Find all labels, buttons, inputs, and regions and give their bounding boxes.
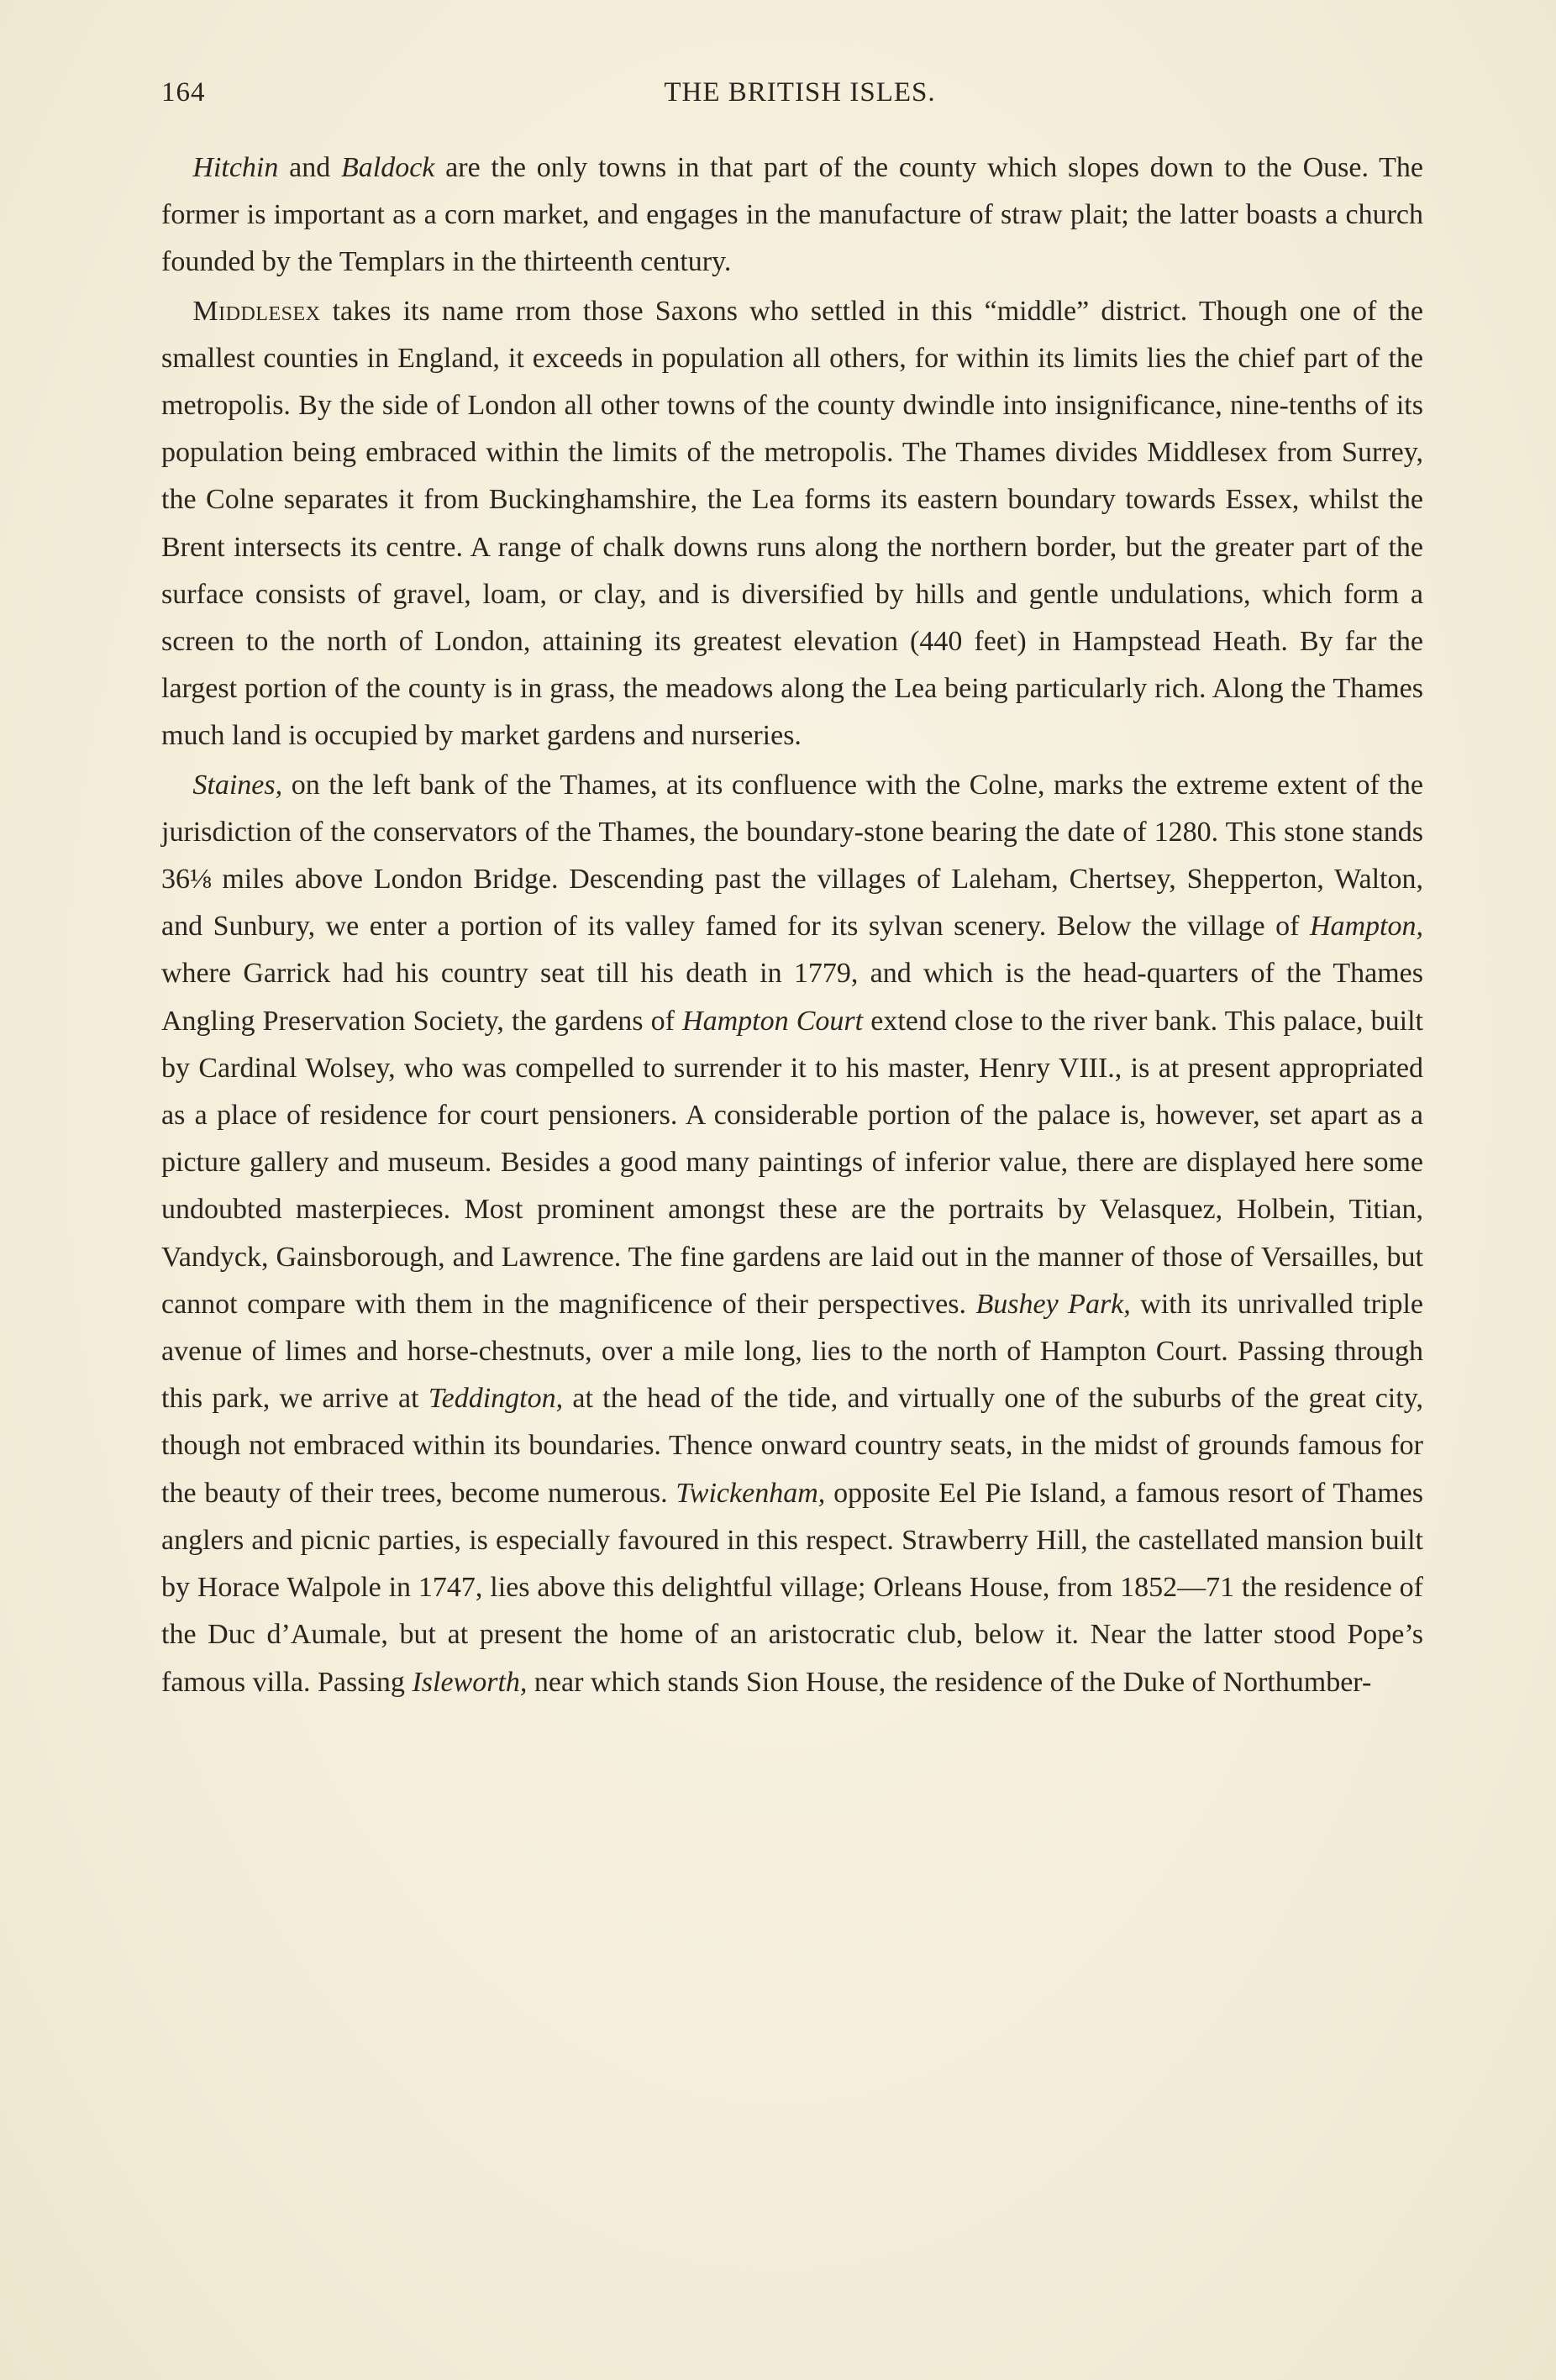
text-segment: with its unrivalled triple avenue of limes and horse-chestnuts, over a mile long, lies to the north of Hampton Court. Passing through this park, we arrive at bbox=[161, 1288, 1423, 1415]
text-segment: Twickenham, bbox=[675, 1477, 826, 1509]
text-segment: at the head of the tide, and virtually one of the suburbs of the great city, though not embraced within its boundaries. Thence onward country seats, in the midst of grounds famous for the beauty of their trees, become numerous. bbox=[161, 1383, 1423, 1509]
text-segment: are the only towns in that part of the county which slopes down to the Ouse. The former is important as a corn market, and engages in the manufacture of straw plait; the latter boasts a church founded by the Templars in the thirteenth century. bbox=[161, 152, 1424, 278]
text-segment: and bbox=[278, 152, 341, 183]
body-text bbox=[161, 144, 1423, 1706]
text-segment: opposite Eel Pie Island, a famous resort of Thames anglers and picnic parties, is especially favoured in this respect. Strawberry Hill, the castellated mansion built by Horace Walpole in 1747, lies above this delightful village; Orleans House, from 1852—71 the residence of the Duc d’Aumale, but at present the home of an aristocratic club, below it. Near the latter stood Pope’s famous villa. Passing bbox=[161, 1477, 1423, 1698]
text-segment: on the left bank of the Thames, at its confluence with the Colne, marks the extreme extent of the jurisdiction of the conservators of the Thames, the boundary-stone bearing the date of 1280. This stone stands 36⅛ miles above London Bridge. Descending past the villages of Laleham, Chertsey, Shepperton, Walton, and Sunbury, we enter a portion of its valley famed for its sylvan scenery. Below the village of bbox=[161, 769, 1423, 943]
paragraph-middlesex bbox=[161, 288, 1423, 760]
text-segment: Teddington, bbox=[428, 1383, 564, 1415]
text-segment: extend close to the river bank. This palace, built by Cardinal Wolsey, who was compelled to surrender it to his master, Henry VIII., is at present appropriated as a place of residence for court pensioners. A considerable portion of the palace is, however, set apart as a picture gallery and museum. Besides a good many paintings of inferior value, there are displayed here some undoubted masterpieces. Most prominent amongst these are the portraits by Velasquez, Holbein, Titian, Vandyck, Gainsborough, and Lawrence. The fine gardens are laid out in the manner of those of Versailles, but cannot compare with them in the magnificence of their perspectives. bbox=[161, 1005, 1423, 1320]
text-segment: Hitchin bbox=[192, 152, 279, 183]
running-head bbox=[161, 74, 1438, 111]
text-segment: where Garrick had his country seat till his death in 1779, and which is the head-quarters of the Thames Angling Preservation Society, the gardens of bbox=[161, 958, 1423, 1037]
text-segment: Hampton Court bbox=[682, 1005, 864, 1037]
paragraph-hitchin bbox=[161, 144, 1423, 286]
text-segment: Isleworth, bbox=[412, 1666, 528, 1698]
text-segment: Baldock bbox=[341, 152, 435, 183]
text-segment: Hampton, bbox=[1309, 911, 1423, 943]
text-segment: takes its name rrom those Saxons who settled in this “middle” district. Though one of the smallest counties in England, it exceeds in population all others, for within its limits lies the chief part of the metropolis. By the side of London all other towns of the county dwindle into insignificance, nine-tenths of its population being embraced within the limits of the metropolis. The Thames divides Middlesex from Surrey, the Colne separates it from Buckinghamshire, the Lea forms its eastern boundary towards Essex, whilst the Brent intersects its centre. A range of chalk downs runs along the northern border, but the greater part of the surface consists of gravel, loam, or clay, and is diversified by hills and gentle undulations, which form a screen to the north of London, attaining its greatest elevation (440 feet) in Hampstead Heath. By far the largest portion of the county is in grass, the meadows along the Lea being particularly rich. Along the Thames much land is occupied by market gardens and nurseries. bbox=[161, 295, 1423, 752]
running-title: THE BRITISH ISLES. bbox=[664, 77, 936, 108]
text-segment: near which stands Sion House, the residence of the Duke of Northumber- bbox=[527, 1666, 1372, 1698]
page-number: 164 bbox=[161, 77, 206, 108]
text-segment: Middlesex bbox=[192, 295, 321, 327]
text-segment: Bushey Park, bbox=[975, 1288, 1131, 1320]
paragraph-staines bbox=[161, 762, 1423, 1706]
text-segment: Staines, bbox=[192, 769, 283, 801]
